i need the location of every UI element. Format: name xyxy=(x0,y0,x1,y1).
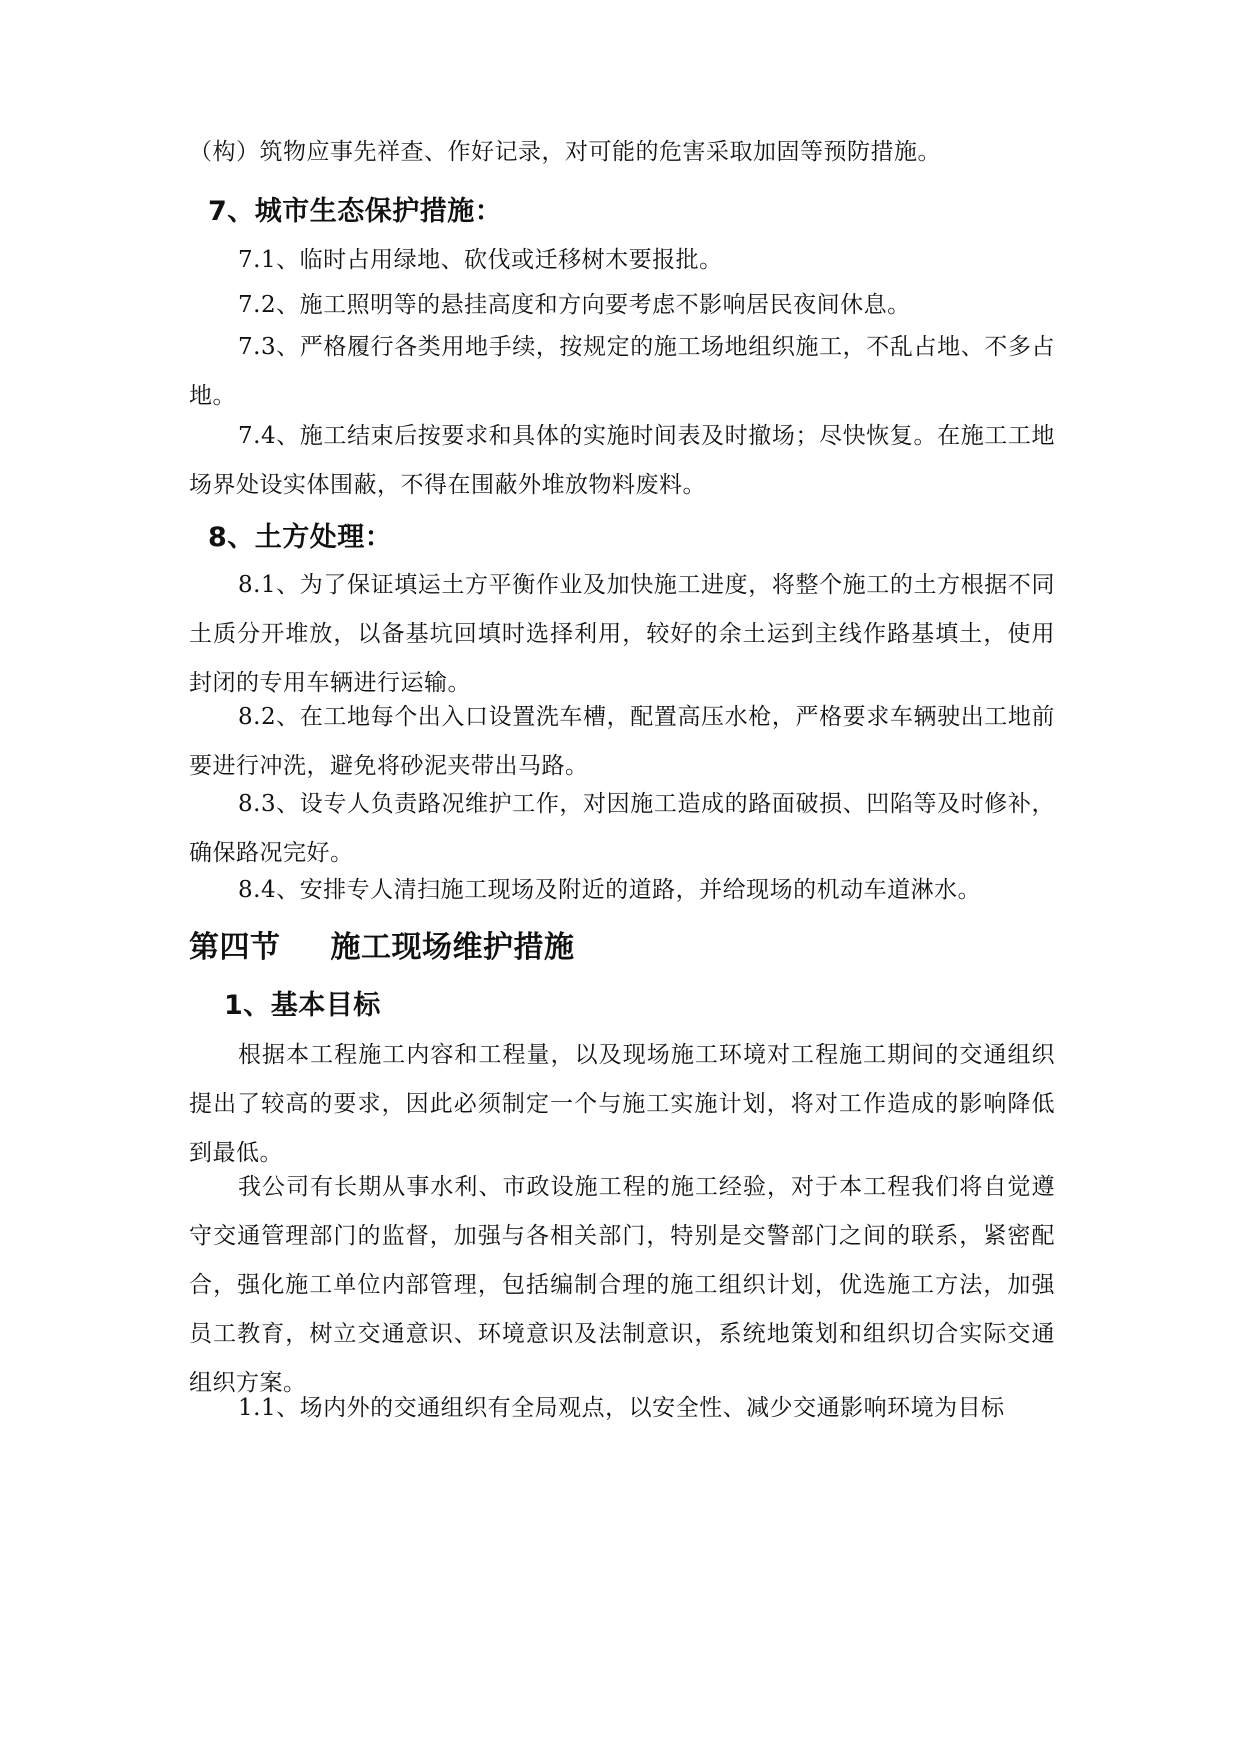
heading-basic-goal: 1、基本目标 xyxy=(224,990,381,1021)
paragraph-8-4: 8.4、安排专人清扫施工现场及附近的道路，并给现场的机动车道淋水。 xyxy=(238,877,982,903)
paragraph-7-2: 7.2、施工照明等的悬挂高度和方向要考虑不影响居民夜间休息。 xyxy=(238,292,911,318)
paragraph-7-3: 7.3、严格履行各类用地手续，按规定的施工场地组织施工，不乱占地、不多占地。 xyxy=(189,334,1055,409)
section-label: 第四节 xyxy=(189,930,281,965)
paragraph-7-4: 7.4、施工结束后按要求和具体的实施时间表及时撤场；尽快恢复。在施工工地场界处设实体围蔽，不得在围蔽外堆放物料废料。 xyxy=(189,423,1055,498)
paragraph-8-2: 8.2、在工地每个出入口设置洗车槽，配置高压水枪，严格要求车辆驶出工地前要进行冲洗，避免将砂泥夹带出马路。 xyxy=(189,704,1055,779)
paragraph-continuation: （构）筑物应事先祥查、作好记录，对可能的危害采取加固等预防措施。 xyxy=(189,139,941,165)
section-title: 施工现场维护措施 xyxy=(330,930,575,965)
paragraph-basic-goal-1: 根据本工程施工内容和工程量，以及现场施工环境对工程施工期间的交通组织提出了较高的要求，因此必须制定一个与施工实施计划，将对工作造成的影响降低到最低。 xyxy=(189,1042,1055,1166)
heading-earthwork: 8、土方处理： xyxy=(208,522,393,553)
section-heading xyxy=(189,926,575,970)
paragraph-8-1: 8.1、为了保证填运土方平衡作业及加快施工进度，将整个施工的土方根据不同土质分开堆放，以备基坑回填时选择利用，较好的余土运到主线作路基填土，使用封闭的专用车辆进行运输。 xyxy=(189,572,1055,696)
paragraph-8-3: 8.3、设专人负责路况维护工作，对因施工造成的路面破损、凹陷等及时修补，确保路况完好。 xyxy=(189,791,1055,866)
paragraph-basic-goal-2: 我公司有长期从事水利、市政设施工程的施工经验，对于本工程我们将自觉遵守交通管理部门的监督，加强与各相关部门，特别是交警部门之间的联系，紧密配合，强化施工单位内部管理，包括编制合理的施工组织计划，优选施工方法，加强员工教育，树立交通意识、环境意识及法制意识，系统地策划和组织切合实际交通组织方案。 xyxy=(189,1174,1055,1396)
paragraph-1-1: 1.1、场内外的交通组织有全局观点，以安全性、减少交通影响环境为目标 xyxy=(238,1395,1005,1421)
paragraph-7-1: 7.1、临时占用绿地、砍伐或迁移树木要报批。 xyxy=(238,247,723,273)
heading-urban-ecology: 7、城市生态保护措施： xyxy=(208,196,503,227)
